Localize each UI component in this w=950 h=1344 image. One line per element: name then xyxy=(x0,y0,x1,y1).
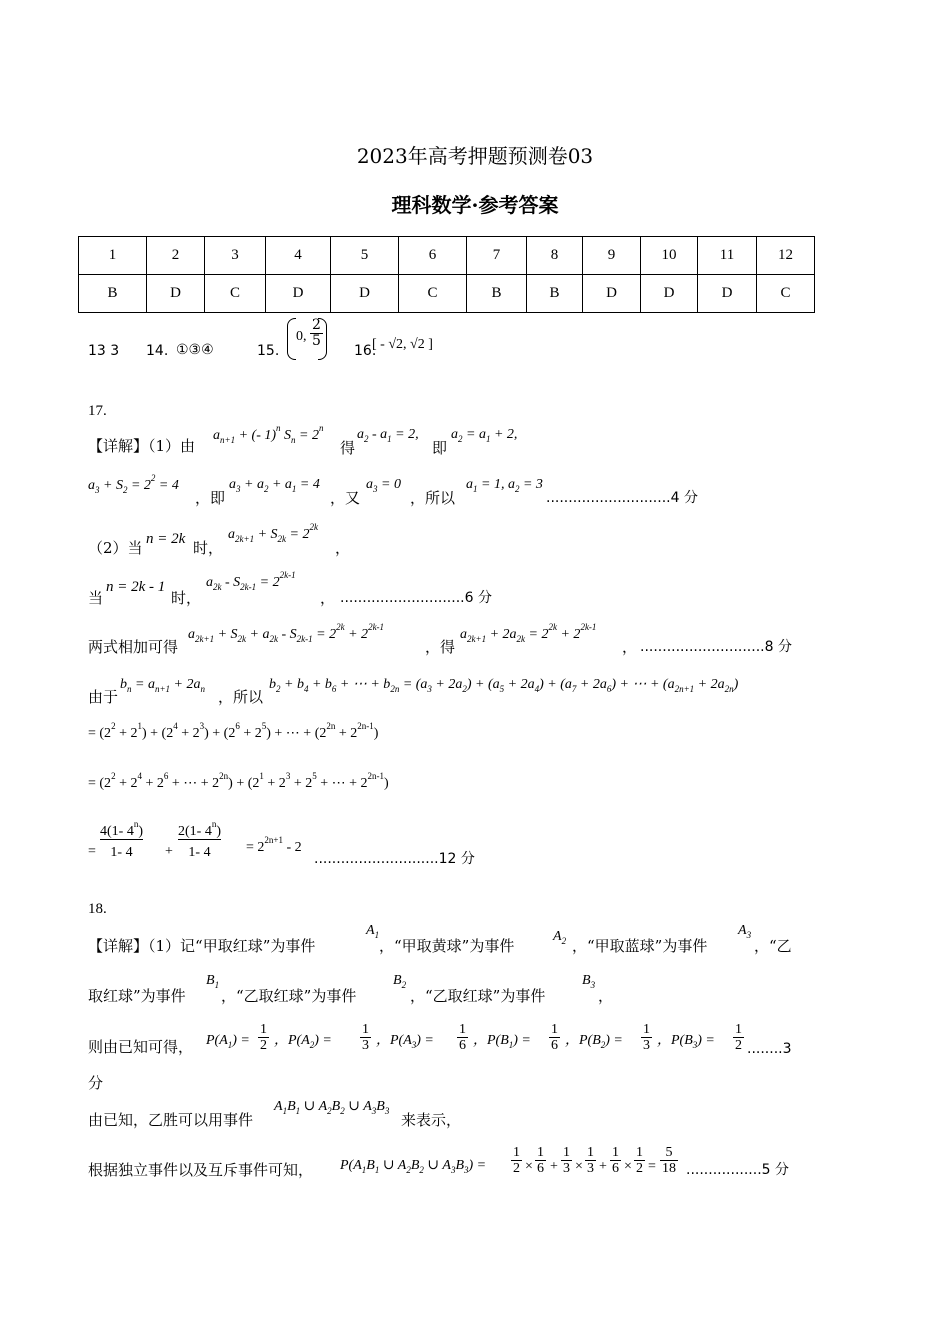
q18-score-5: .................5 分 xyxy=(686,1162,790,1178)
q17-formula-6: $a_3 = 0$ xyxy=(366,477,401,494)
answer-cell: C xyxy=(757,275,815,313)
answer-cell: C xyxy=(399,275,467,313)
q18-fraction-B1 xyxy=(549,1022,560,1053)
q18-score-3: ........3 xyxy=(747,1041,792,1057)
q17-score-4: ............................4 分 xyxy=(546,490,698,506)
fraction-denominator: 3 xyxy=(362,1038,369,1053)
q17-p2-shi: 时， xyxy=(193,539,224,557)
q18-event-A2: $A_2$ xyxy=(553,929,567,946)
q18-event-union: $A_1B_1$ ∪ $A_2B_2$ ∪ $A_3B_3$ xyxy=(274,1099,390,1116)
q17-score-6: ............................6 分 xyxy=(340,590,492,606)
fraction-denominator: 3 xyxy=(587,1161,594,1176)
q18-l3-a: 则由已知可得， xyxy=(88,1038,194,1056)
question-number-cell: 4 xyxy=(266,237,331,275)
question-number-cell: 6 xyxy=(399,237,467,275)
question-number-cell: 9 xyxy=(583,237,641,275)
answer-16-value: [ - √2, √2 ] xyxy=(372,337,433,352)
q18-f2 xyxy=(535,1145,546,1176)
q17-p4-start: 两式相加可得 xyxy=(88,638,179,656)
q18-f3 xyxy=(561,1145,572,1176)
q17-text-suoyi: ，所以 xyxy=(410,489,456,507)
q18-number: 18. xyxy=(88,901,107,917)
left-paren xyxy=(287,318,296,360)
q18-times-3: × xyxy=(624,1159,632,1174)
fraction-numerator: 1 xyxy=(537,1145,544,1160)
answer-cell: D xyxy=(583,275,641,313)
q18-prob-A1: $P(A_1)$ = xyxy=(206,1033,250,1050)
q18-event-B3: $B_3$ xyxy=(582,973,596,990)
question-number-cell: 10 xyxy=(641,237,698,275)
q18-prob-union: $P(A_1B_1$ ∪ $A_2B_2$ ∪ $A_3B_3$) = xyxy=(340,1158,487,1175)
answer-14-label: 14. xyxy=(146,343,169,359)
q17-fraction-1 xyxy=(100,819,143,860)
question-number-cell: 2 xyxy=(147,237,205,275)
fraction-denominator: 3 xyxy=(643,1038,650,1053)
q17-text-ji: 即 xyxy=(432,439,448,457)
answer-cell: D xyxy=(331,275,399,313)
answer-table-header-row xyxy=(79,237,815,275)
q18-l4-b: 来表示， xyxy=(401,1111,462,1129)
q18-prob-A2: ，$P(A_2)$ = xyxy=(274,1033,332,1050)
fraction-numerator: 4(1- 4$^n$) xyxy=(100,819,143,839)
answer-cell: B xyxy=(527,275,583,313)
q17-comma-2: ， xyxy=(320,589,336,607)
q17-formula-5: $a_3 + a_2 + a_1 = 4$ xyxy=(229,477,320,494)
q17-formula-13: $a_{2k+1} + 2a_{2k} = 2^{2k} + 2^{2k-1}$ xyxy=(460,622,597,644)
fraction-denominator: 1- 4 xyxy=(100,839,143,860)
q17-formula-18: = $2^{2n+1} - 2$ xyxy=(246,835,302,855)
q18-l1-d: ，“乙 xyxy=(754,937,792,955)
q18-event-A1: $A_1$ xyxy=(366,923,380,940)
q17-fraction-2 xyxy=(178,819,221,860)
q17-formula-9: $a_{2k+1} + S_{2k} = 2^{2k}$ xyxy=(228,522,318,544)
q17-formula-2: $a_2 - a_1 = 2$, xyxy=(357,427,419,444)
q18-l1-b: ，“甲取黄球”为事件 xyxy=(379,937,515,955)
q17-formula-1: $a_{n+1}$ + (- 1)$^n$ $S_n = 2^n$ xyxy=(213,423,324,445)
q18-event-B2: $B_2$ xyxy=(393,973,407,990)
question-number-cell: 5 xyxy=(331,237,399,275)
q17-comma-1: ， xyxy=(335,539,351,557)
q18-equals: = xyxy=(648,1159,656,1174)
q18-fraction-A2 xyxy=(360,1022,371,1053)
q18-fraction-A3 xyxy=(457,1022,468,1053)
q17-formula-14: $b_n = a_{n+1} + 2a_n$ xyxy=(120,677,205,694)
q18-f1 xyxy=(511,1145,522,1176)
fraction-denominator: 6 xyxy=(537,1161,544,1176)
q18-score-3-unit: 分 xyxy=(88,1074,104,1092)
q17-formula-10: n = 2k - 1 xyxy=(106,579,166,595)
fraction-denominator: 6 xyxy=(551,1038,558,1053)
q18-plus-2: + xyxy=(599,1159,607,1174)
q18-event-B1: $B_1$ xyxy=(206,973,220,990)
fraction-numerator: 1 xyxy=(636,1145,643,1160)
q18-l4-a: 由已知，乙胜可以用事件 xyxy=(88,1111,254,1129)
answer-cell: D xyxy=(698,275,757,313)
q18-plus-1: + xyxy=(550,1159,558,1174)
fraction-denominator: 6 xyxy=(459,1038,466,1053)
answer-cell: D xyxy=(641,275,698,313)
q17-score-12: ............................12 分 xyxy=(314,851,475,867)
q17-p2-dang: （2）当 xyxy=(88,539,143,557)
page-subtitle: 理科数学·参考答案 xyxy=(391,193,559,217)
q18-f5 xyxy=(610,1145,621,1176)
q18-l2-c: ，“乙取红球”为事件 xyxy=(410,987,546,1005)
fraction-numerator: 5 xyxy=(665,1145,673,1160)
q18-fraction-A1 xyxy=(258,1022,269,1053)
question-number-cell: 12 xyxy=(757,237,815,275)
fraction-numerator: 1 xyxy=(587,1145,594,1160)
q17-text-you: ，又 xyxy=(330,489,361,507)
q18-fraction-B2 xyxy=(641,1022,652,1053)
q17-p3-shi: 时， xyxy=(171,589,202,607)
answer-cell: C xyxy=(205,275,266,313)
q18-l1-c: ，“甲取蓝球”为事件 xyxy=(572,937,708,955)
q17-number: 17. xyxy=(88,403,107,419)
q17-score-8: ............................8 分 xyxy=(640,639,792,655)
q17-text-de: 得 xyxy=(340,439,356,457)
fraction-denominator: 2 xyxy=(513,1161,520,1176)
question-number-cell: 8 xyxy=(527,237,583,275)
answer-13: 13 3 xyxy=(88,343,120,359)
q18-times-2: × xyxy=(575,1159,583,1174)
q17-p5-start: 由于 xyxy=(88,688,119,706)
answer-cell: D xyxy=(147,275,205,313)
right-paren xyxy=(318,318,327,360)
q17-formula-12: $a_{2k+1} + S_{2k} + a_{2k} - S_{2k-1} = 2^{2k} + 2^{2k-1}$ xyxy=(188,622,385,644)
q18-prob-A3: ，$P(A_3)$ = xyxy=(376,1033,434,1050)
answer-15-label: 15. xyxy=(257,343,280,359)
q17-formula-16: = $(2^2 + 2^1) + (2^4 + 2^3) + (2^6 + 2^5)$ + ⋯ + $(2^{2n} + 2^{2n-1})$ xyxy=(88,721,379,741)
q17-p4-de: ，得 xyxy=(425,638,456,656)
page-title: 2023年高考押题预测卷03 xyxy=(356,144,594,168)
q18-result xyxy=(660,1145,678,1176)
q17-p3-dang: 当 xyxy=(88,589,104,607)
fraction-denominator: 2 xyxy=(636,1161,643,1176)
q17-formula-4: $a_3 + S_2 = 2^2 = 4$ xyxy=(88,473,179,495)
fraction-denominator: 6 xyxy=(612,1161,619,1176)
fraction-denominator: 3 xyxy=(563,1161,570,1176)
q17-formula-17: = ($2^2 + 2^4 + 2^6$ + ⋯ + $2^{2n}) + (2^1 + 2^3 + 2^5$ + ⋯ + $2^{2n-1}$) xyxy=(88,771,389,791)
answer-cell: D xyxy=(266,275,331,313)
answer-14-value: ①③④ xyxy=(176,342,214,358)
q17-comma-3: ， xyxy=(622,638,638,656)
fraction-numerator: 1 xyxy=(362,1022,369,1037)
q17-p5-suoyi: ，所以 xyxy=(218,688,264,706)
q17-plus: + xyxy=(165,844,173,859)
fraction-numerator: 1 xyxy=(612,1145,619,1160)
q17-formula-11: $a_{2k} - S_{2k-1} = 2^{2k-1}$ xyxy=(206,570,296,592)
fraction-denominator: 18 xyxy=(662,1161,676,1176)
q18-fraction-B3 xyxy=(733,1022,744,1053)
question-number-cell: 1 xyxy=(79,237,147,275)
fraction-numerator: 1 xyxy=(513,1145,520,1160)
q17-detail-label: 【详解】（1）由 xyxy=(88,437,196,455)
q17-text-ji-2: ，即 xyxy=(195,489,226,507)
fraction-numerator: 1 xyxy=(551,1022,558,1037)
q18-f6 xyxy=(634,1145,645,1176)
q17-formula-15: $b_2 + b_4 + b_6$ + ⋯ + $b_{2n} = (a_3 + 2a_2) + (a_5 + 2a_4) + (a_7 + 2a_6)$ + ⋯ + $(a_{2n+1} + 2a_{2n})$ xyxy=(269,677,739,694)
answer-cell: B xyxy=(467,275,527,313)
fraction-denominator: 1- 4 xyxy=(178,839,221,860)
fraction-numerator: 1 xyxy=(643,1022,650,1037)
q17-formula-3: $a_2 = a_1 + 2$, xyxy=(451,427,518,444)
q18-prob-B2: ，$P(B_2)$ = xyxy=(565,1033,623,1050)
answer-table xyxy=(78,236,815,313)
q18-l2-a: 取红球”为事件 xyxy=(88,987,186,1005)
fraction-numerator: 2(1- 4$^n$) xyxy=(178,819,221,839)
fraction-denominator: 2 xyxy=(260,1038,267,1053)
answer-16-label: 16. xyxy=(354,343,377,359)
q18-l2-b: ，“乙取红球”为事件 xyxy=(221,987,357,1005)
answer-table-choice-row xyxy=(79,275,815,313)
fraction-denominator: 5 xyxy=(312,333,321,349)
q17-eq-sign: = xyxy=(88,844,96,859)
q18-times-1: × xyxy=(525,1159,533,1174)
q18-l2-d: ， xyxy=(598,987,614,1005)
q18-l5-a: 根据独立事件以及互斥事件可知， xyxy=(88,1161,314,1179)
q18-l1-a: 【详解】（1）记“甲取红球”为事件 xyxy=(88,937,316,955)
fraction-numerator: 1 xyxy=(260,1022,267,1037)
q18-f4 xyxy=(585,1145,596,1176)
answer-cell: B xyxy=(79,275,147,313)
question-number-cell: 3 xyxy=(205,237,266,275)
q18-prob-B3: ，$P(B_3)$ = xyxy=(657,1033,715,1050)
q18-event-A3: $A_3$ xyxy=(738,923,752,940)
fraction-denominator: 2 xyxy=(735,1038,742,1053)
q17-formula-7: $a_1 = 1$, $a_2 = 3$ xyxy=(466,477,543,494)
fraction-numerator: 1 xyxy=(563,1145,570,1160)
question-number-cell: 11 xyxy=(698,237,757,275)
question-number-cell: 7 xyxy=(467,237,527,275)
fraction-numerator: 1 xyxy=(459,1022,466,1037)
q17-formula-8: n = 2k xyxy=(146,531,186,547)
q18-prob-B1: ，$P(B_1)$ = xyxy=(473,1033,531,1050)
fraction-numerator: 1 xyxy=(735,1022,742,1037)
answer-15-left: 0, xyxy=(296,329,307,344)
fraction-numerator: 2 xyxy=(312,317,321,333)
